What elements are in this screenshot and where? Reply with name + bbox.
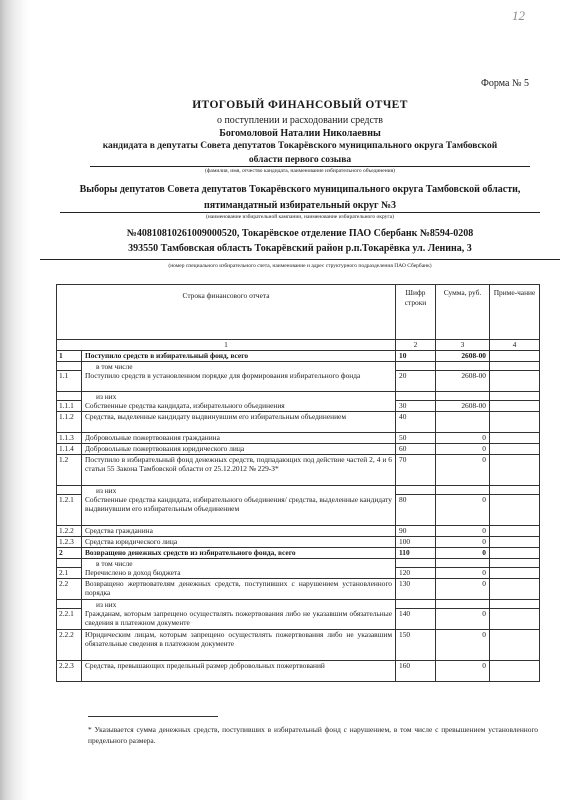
subheading-note-cell bbox=[490, 559, 540, 568]
row-number: 1.1 bbox=[56, 371, 82, 392]
subheading-note-cell bbox=[490, 362, 540, 371]
row-sum: 0 bbox=[436, 433, 490, 444]
subheading-label: из них bbox=[96, 486, 117, 495]
row-note bbox=[490, 455, 540, 486]
table-row bbox=[56, 568, 540, 579]
header-note: Приме-чание bbox=[490, 284, 540, 340]
row-number: 1.2.1 bbox=[56, 495, 82, 526]
table-row bbox=[56, 351, 540, 362]
table-header-row bbox=[56, 284, 540, 340]
row-code: 130 bbox=[396, 579, 436, 600]
subheading-sum-cell bbox=[436, 559, 490, 568]
row-note bbox=[490, 630, 540, 661]
row-code: 70 bbox=[396, 455, 436, 486]
election-line2: пятимандатный избирательный округ №3 bbox=[203, 200, 397, 211]
row-code: 20 bbox=[396, 371, 436, 392]
row-sum: 2608-00 bbox=[436, 351, 490, 362]
subheading-code-cell bbox=[396, 392, 436, 401]
row-note bbox=[490, 609, 540, 630]
row-description: Средства, превышающих предельный размер добровольных пожертвований bbox=[82, 661, 396, 682]
table-row bbox=[56, 371, 540, 392]
row-sum: 0 bbox=[436, 630, 490, 661]
row-code: 160 bbox=[396, 661, 436, 682]
subheading-sum-cell bbox=[436, 486, 490, 495]
row-note bbox=[490, 401, 540, 412]
row-sum: 0 bbox=[436, 609, 490, 630]
subheading-num-cell bbox=[56, 559, 82, 568]
row-number: 2.2.3 bbox=[56, 661, 82, 682]
subheading-num-cell bbox=[56, 600, 82, 609]
subheading-code-cell bbox=[396, 559, 436, 568]
column-number-row bbox=[56, 340, 540, 351]
table-subheading-row bbox=[56, 559, 540, 568]
bank-address: 393550 Тамбовская область Токарёвский район р.п.Токарёвка ул. Ленина, 3 bbox=[128, 243, 472, 254]
row-code: 150 bbox=[396, 630, 436, 661]
row-sum: 2608-00 bbox=[436, 401, 490, 412]
row-sum: 0 bbox=[436, 455, 490, 486]
row-sum: 0 bbox=[436, 495, 490, 526]
footnote: * Указывается сумма денежных средств, поступивших в избирательный фонд с нарушением, в том числе с превышением установленного предельного размера. bbox=[88, 725, 538, 745]
page-number-handwritten: 12 bbox=[512, 8, 525, 23]
row-code: 120 bbox=[396, 568, 436, 579]
subheading-sum-cell bbox=[436, 362, 490, 371]
subheading-label: из них bbox=[96, 392, 117, 401]
row-description: Возвращено жертвователям денежных средств, поступивших с нарушением установленного порядка bbox=[82, 579, 396, 600]
table-subheading-row bbox=[56, 486, 540, 495]
row-note bbox=[490, 412, 540, 433]
table-row bbox=[56, 548, 540, 559]
col-num-4: 4 bbox=[490, 340, 540, 351]
subheading-num-cell bbox=[56, 486, 82, 495]
row-description: Средства юридического лица bbox=[82, 537, 396, 548]
row-note bbox=[490, 548, 540, 559]
candidate-description-line1: кандидата в депутаты Совета депутатов Токарёвского муниципального округа Тамбовской bbox=[102, 141, 498, 151]
table-subheading-row bbox=[56, 392, 540, 401]
row-description: Собственные средства кандидата, избирательного объединения/ средства, выделенные кандидату выдвинувшим его избирательным объединением bbox=[82, 495, 396, 526]
row-sum: 0 bbox=[436, 579, 490, 600]
scan-edge-shadow bbox=[0, 0, 30, 800]
subheading-label: в том числе bbox=[96, 362, 133, 371]
candidate-underline bbox=[90, 166, 530, 167]
row-sum: 0 bbox=[436, 444, 490, 455]
table-row bbox=[56, 526, 540, 537]
subheading-note-cell bbox=[490, 600, 540, 609]
row-number: 2.1 bbox=[56, 568, 82, 579]
row-number: 2 bbox=[56, 548, 82, 559]
row-code: 10 bbox=[396, 351, 436, 362]
subheading-sum-cell bbox=[436, 600, 490, 609]
row-sum: 0 bbox=[436, 568, 490, 579]
table-subheading-row bbox=[56, 362, 540, 371]
form-number: Форма № 5 bbox=[481, 78, 529, 89]
row-sum: 0 bbox=[436, 661, 490, 682]
row-note bbox=[490, 351, 540, 362]
subheading-text-cell bbox=[82, 486, 396, 495]
row-number: 1.2 bbox=[56, 455, 82, 486]
row-code: 60 bbox=[396, 444, 436, 455]
row-code: 40 bbox=[396, 412, 436, 433]
row-sum: 0 bbox=[436, 526, 490, 537]
table-row bbox=[56, 495, 540, 526]
subheading-note-cell bbox=[490, 486, 540, 495]
row-code: 100 bbox=[396, 537, 436, 548]
row-number: 1.1.4 bbox=[56, 444, 82, 455]
account-caption: (номер специального избирательного счета, наименование и адрес структурного подразделения ПАО Сбербанк) bbox=[168, 263, 432, 269]
row-description: Средства гражданина bbox=[82, 526, 396, 537]
table-row bbox=[56, 609, 540, 630]
subheading-text-cell bbox=[82, 600, 396, 609]
col-num-3: 3 bbox=[436, 340, 490, 351]
row-note bbox=[490, 526, 540, 537]
footnote-separator bbox=[88, 716, 218, 717]
row-code: 50 bbox=[396, 433, 436, 444]
col-num-1: 1 bbox=[56, 340, 396, 351]
table-row bbox=[56, 444, 540, 455]
row-description: Поступило в избирательный фонд денежных средств, подпадающих под действие частей 2, 4 и 6 статьи 55 Закона Тамбовской области от 25.12.2012 № 229-З* bbox=[82, 455, 396, 486]
row-description: Добровольные пожертвования юридического лица bbox=[82, 444, 396, 455]
header-code: Шифр строки bbox=[396, 284, 436, 340]
table-row bbox=[56, 537, 540, 548]
row-sum: 2608-00 bbox=[436, 371, 490, 392]
subheading-sum-cell bbox=[436, 392, 490, 401]
subheading-note-cell bbox=[490, 392, 540, 401]
header-sum: Сумма, руб. bbox=[436, 284, 490, 340]
row-number: 1.2.2 bbox=[56, 526, 82, 537]
account-number: №40810810261009000520, Токарёвское отделение ПАО Сбербанк №8594-0208 bbox=[126, 228, 474, 239]
row-note bbox=[490, 661, 540, 682]
row-code: 110 bbox=[396, 548, 436, 559]
row-number: 1.1.3 bbox=[56, 433, 82, 444]
row-number: 2.2.2 bbox=[56, 630, 82, 661]
row-code: 90 bbox=[396, 526, 436, 537]
election-caption: (наименование избирательной кампании, наименование избирательного округа) bbox=[206, 214, 394, 220]
row-description: Средства, выделенные кандидату выдвинувшим его избирательным объединением bbox=[82, 412, 396, 433]
subheading-label: в том числе bbox=[96, 559, 133, 568]
subheading-code-cell bbox=[396, 600, 436, 609]
table-row bbox=[56, 630, 540, 661]
row-description: Перечислено в доход бюджета bbox=[82, 568, 396, 579]
candidate-caption: (фамилия, имя, отчество кандидата, наименование избирательного объединения) bbox=[205, 168, 395, 174]
table-row bbox=[56, 412, 540, 433]
row-code: 30 bbox=[396, 401, 436, 412]
election-underline bbox=[60, 212, 540, 213]
subheading-code-cell bbox=[396, 362, 436, 371]
row-note bbox=[490, 371, 540, 392]
subheading-code-cell bbox=[396, 486, 436, 495]
row-description: Поступило средств в избирательный фонд, всего bbox=[82, 351, 396, 362]
row-number: 1.1.1 bbox=[56, 401, 82, 412]
subheading-num-cell bbox=[56, 362, 82, 371]
row-note bbox=[490, 433, 540, 444]
table-row bbox=[56, 661, 540, 682]
table-row bbox=[56, 579, 540, 600]
table-row bbox=[56, 433, 540, 444]
subheading-text-cell bbox=[82, 392, 396, 401]
report-subtitle: о поступлении и расходовании средств bbox=[216, 115, 384, 126]
row-number: 1 bbox=[56, 351, 82, 362]
row-description: Возвращено денежных средств из избирательного фонда, всего bbox=[82, 548, 396, 559]
account-underline bbox=[40, 259, 560, 260]
candidate-description-line2: области первого созыва bbox=[248, 155, 352, 165]
table-subheading-row bbox=[56, 600, 540, 609]
row-number: 2.2.1 bbox=[56, 609, 82, 630]
row-number: 1.2.3 bbox=[56, 537, 82, 548]
row-code: 80 bbox=[396, 495, 436, 526]
row-sum: 0 bbox=[436, 548, 490, 559]
row-note bbox=[490, 568, 540, 579]
table-row bbox=[56, 455, 540, 486]
row-description: Юридическим лицам, которым запрещено осуществлять пожертвования либо не указавшим обязательные сведения в платежном документе bbox=[82, 630, 396, 661]
header-item: Строка финансового отчета bbox=[56, 284, 396, 340]
subheading-text-cell bbox=[82, 559, 396, 568]
row-note bbox=[490, 537, 540, 548]
row-description: Поступило средств в установленном порядке для формирования избирательного фонда bbox=[82, 371, 396, 392]
subheading-num-cell bbox=[56, 392, 82, 401]
row-note bbox=[490, 495, 540, 526]
row-description: Добровольные пожертвования гражданина bbox=[82, 433, 396, 444]
row-number: 2.2 bbox=[56, 579, 82, 600]
row-description: Гражданам, которым запрещено осуществлять пожертвования либо не указавшим обязательные сведения в платежном документе bbox=[82, 609, 396, 630]
row-code: 140 bbox=[396, 609, 436, 630]
row-sum: 0 bbox=[436, 537, 490, 548]
row-number: 1.1.2 bbox=[56, 412, 82, 433]
row-note bbox=[490, 444, 540, 455]
report-title: ИТОГОВЫЙ ФИНАНСОВЫЙ ОТЧЕТ bbox=[192, 99, 408, 111]
table-row bbox=[56, 401, 540, 412]
col-num-2: 2 bbox=[396, 340, 436, 351]
row-note bbox=[490, 579, 540, 600]
subheading-text-cell bbox=[82, 362, 396, 371]
subheading-label: из них bbox=[96, 600, 117, 609]
row-description: Собственные средства кандидата, избирательного объединения bbox=[82, 401, 396, 412]
candidate-name: Богомоловой Наталии Николаевны bbox=[219, 128, 381, 139]
election-line1: Выборы депутатов Совета депутатов Токарёвского муниципального округа Тамбовской области, bbox=[79, 184, 521, 195]
row-sum bbox=[436, 412, 490, 433]
